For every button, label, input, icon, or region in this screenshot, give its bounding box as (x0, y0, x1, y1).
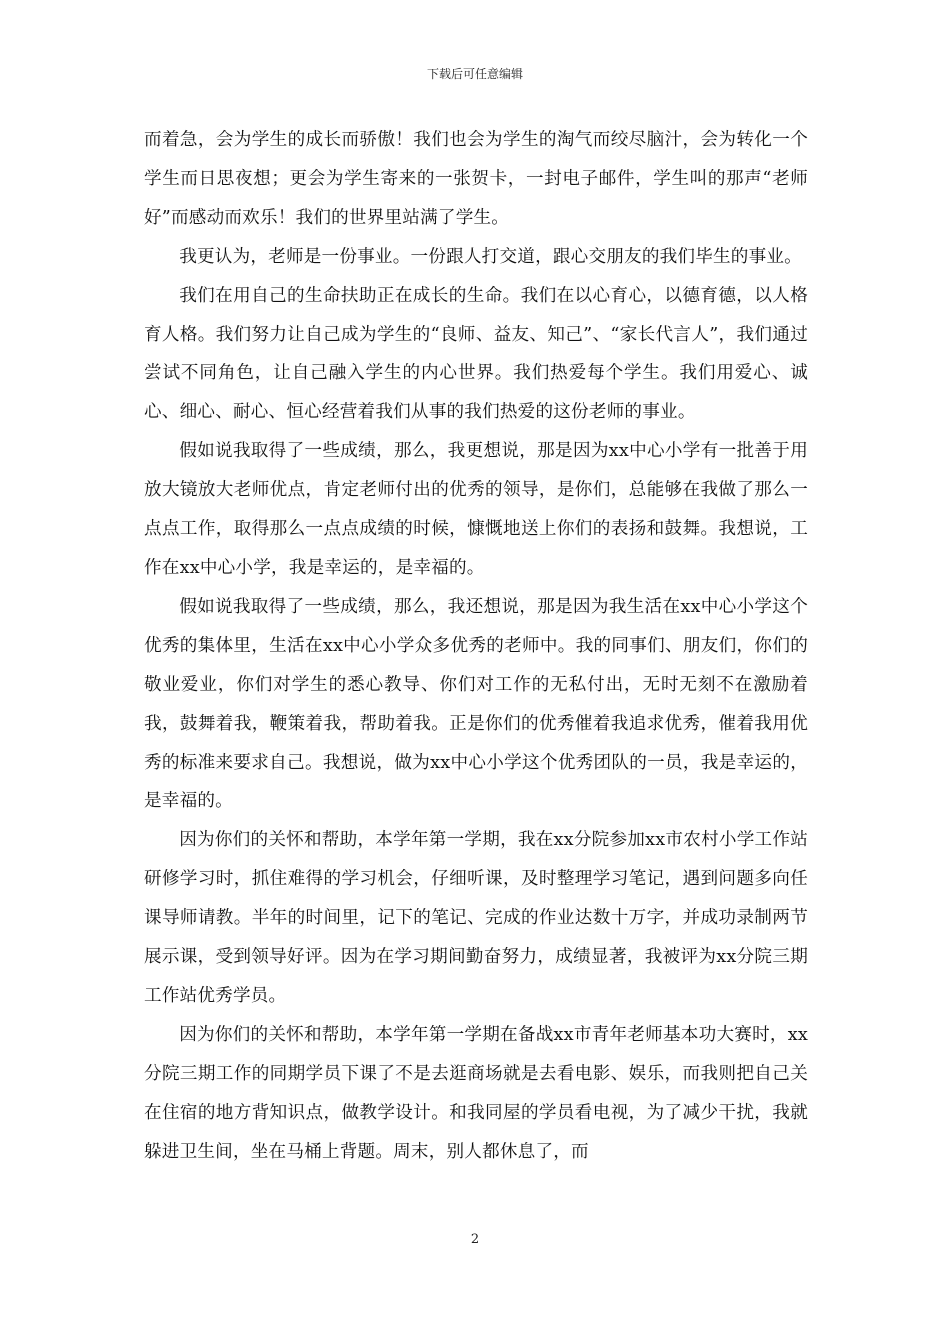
page-header: 下载后可任意编辑 (426, 67, 523, 81)
document-body (144, 121, 808, 1171)
paragraph: 假如说我取得了一些成绩，那么，我更想说，那是因为xx中心小学有一批善于用放大镜放大老师优点，肯定老师付出的优秀的领导，是你们，总能够在我做了那么一点点工作，取得那么一点点成绩的时候，慷慨地送上你们的表扬和鼓舞。我想说，工作在xx中心小学，我是幸运的，是幸福的。 (144, 441, 808, 578)
page-number: 2 (470, 1232, 480, 1247)
paragraph: 因为你们的关怀和帮助，本学年第一学期，我在xx分院参加xx市农村小学工作站研修学习时，抓住难得的学习机会，仔细听课，及时整理学习笔记，遇到问题多向任课导师请教。半年的时间里，记下的笔记、完成的作业达数十万字，并成功录制两节展示课，受到领导好评。因为在学习期间勤奋努力，成绩显著，我被评为xx分院三期工作站优秀学员。 (144, 830, 808, 1006)
paragraph: 我更认为，老师是一份事业。一份跟人打交道，跟心交朋友的我们毕生的事业。 (179, 246, 802, 267)
paragraph: 因为你们的关怀和帮助，本学年第一学期在备战xx市青年老师基本功大赛时，xx分院三期工作的同期学员下课了不是去逛商场就是去看电影、娱乐，而我则把自己关在住宿的地方背知识点，做教学设计。和我同屋的学员看电视，为了减少干扰，我就躲进卫生间，坐在马桶上背题。周末，别人都休息了，而 (144, 1024, 808, 1162)
paragraph: 假如说我取得了一些成绩，那么，我还想说，那是因为我生活在xx中心小学这个优秀的集体里，生活在xx中心小学众多优秀的老师中。我的同事们、朋友们，你们的敬业爱业，你们对学生的悉心教导、你们对工作的无私付出，无时无刻不在激励着我，鼓舞着我，鞭策着我，帮助着我。正是你们的优秀催着我追求优秀，催着我用优秀的标准来要求自己。我想说，做为xx中心小学这个优秀团队的一员，我是幸运的，是幸福的。 (144, 596, 808, 812)
paragraph: 我们在用自己的生命扶助正在成长的生命。我们在以心育心，以德育德，以人格育人格。我们努力让自己成为学生的“良师、益友、知己”、“家长代言人”，我们通过尝试不同角色，让自己融入学生的内心世界。我们热爱每个学生。我们用爱心、诚心、细心、耐心、恒心经营着我们从事的我们热爱的这份老师的事业。 (144, 285, 808, 423)
paragraph: 而着急，会为学生的成长而骄傲！我们也会为学生的淘气而绞尽脑汁，会为转化一个学生而日思夜想；更会为学生寄来的一张贺卡，一封电子邮件，学生叫的那声“老师好”而感动而欢乐！我们的世界里站满了学生。 (144, 130, 808, 228)
